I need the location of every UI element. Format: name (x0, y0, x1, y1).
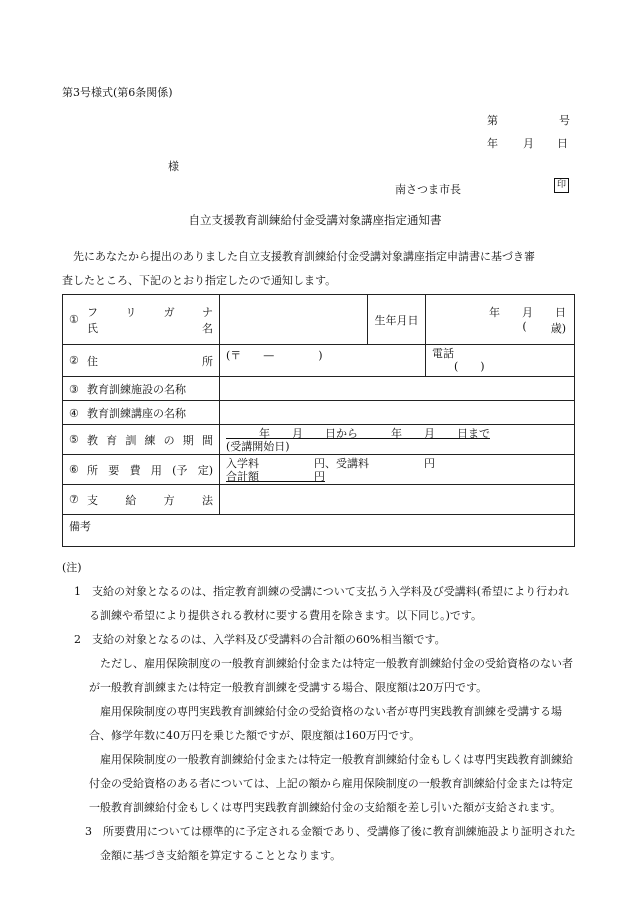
issuer-name: 南さつま市長 (395, 183, 461, 196)
date-month: 月 (523, 137, 534, 150)
label-char: 住 (87, 354, 98, 368)
label-course (63, 401, 220, 425)
row-number: ⑦ (69, 493, 79, 506)
label-char: リ (125, 305, 137, 319)
date-day: 日 (557, 137, 568, 150)
payment-field[interactable] (220, 485, 575, 515)
note-item-2-para-b: 雇用保険制度の専門実践教育訓練給付金の受給資格のない者が専門実践教育訓練を受講する場合、修学年数に40万円を乗じた額ですが、限度額は160万円です。 (89, 705, 562, 742)
address-field[interactable]: (〒 — ) (220, 345, 426, 377)
form-number: 第3号様式(第6条関係) (62, 86, 173, 99)
row-number: ③ (69, 382, 79, 396)
intro-text (62, 245, 572, 293)
label-cost (63, 455, 220, 485)
period-start-note: (受講開始日) (226, 439, 290, 453)
label-char: 期 (182, 433, 194, 447)
row-name (63, 295, 575, 345)
period-range: 年 月 日から 年 月 日まで (226, 426, 490, 440)
label-char: 名 (202, 321, 213, 335)
label-payment (63, 485, 220, 515)
name-field[interactable] (220, 295, 368, 345)
day-label: 日 (555, 305, 566, 319)
label-period (63, 425, 220, 455)
remarks-field[interactable] (63, 515, 575, 547)
period-field[interactable] (220, 425, 575, 455)
label-char: 用 (150, 463, 162, 477)
document-title: 自立支援教育訓練給付金受講対象講座指定通知書 (188, 213, 442, 227)
cost-fees: 入学料 円、受講料 円 (226, 456, 435, 470)
label-char: フ (87, 305, 98, 319)
label-facility (63, 377, 220, 401)
row-period (63, 425, 575, 455)
label-char: 法 (201, 493, 213, 507)
row-number: ⑤ (69, 433, 79, 446)
intro-line-2: 査したところ、下記のとおり指定したので通知します。 (62, 274, 337, 287)
label-name (63, 295, 220, 345)
label-char: 教 (87, 433, 98, 447)
age-close: 歳) (550, 321, 566, 335)
birthdate-label: 生年月日 (368, 295, 426, 345)
cost-field[interactable] (220, 455, 575, 485)
phone-parens: ( ) (454, 360, 485, 373)
note-item-3: 3 所要費用については標準的に予定される金額であり、受講修了後に教育訓練施設より証明された金額に基づき支給額を算定することとなります。 (85, 825, 576, 862)
intro-line-1: 先にあなたから提出のありました自立支援教育訓練給付金受講対象講座指定申請書に基づき審 (73, 250, 535, 263)
label-char: (予 (172, 463, 188, 477)
note-item-2: 2 支給の対象となるのは、入学料及び受講料の合計額の60%相当額です。 (74, 633, 446, 646)
month-label: 月 (522, 305, 533, 319)
label-char: 氏 (87, 321, 98, 335)
note-item-1: 1 支給の対象となるのは、指定教育訓練の受講について支払う入学料及び受講料(希望により行われる訓練や希望により提供される教材に要する費用を除きます。以下同じ。)です。 (74, 585, 570, 622)
row-number: ⑥ (69, 463, 79, 476)
row-number: ④ (69, 406, 79, 420)
notes-section (62, 556, 577, 868)
label-char: 所 (87, 463, 98, 477)
label-char: 練 (144, 433, 156, 447)
date-year: 年 (487, 137, 498, 150)
row-cost (63, 455, 575, 485)
number-prefix: 第 (487, 114, 498, 127)
row-facility (63, 377, 575, 401)
course-field[interactable] (220, 401, 575, 425)
age-parens (432, 320, 568, 336)
label-char: 費 (129, 463, 141, 477)
row-remarks (63, 515, 575, 547)
phone-label: 電話 (432, 347, 454, 360)
birthdate-field[interactable] (426, 295, 575, 345)
year-label: 年 (489, 305, 500, 319)
label-char: 方 (163, 493, 175, 507)
age-open: ( (522, 319, 527, 333)
label-char: 育 (106, 433, 118, 447)
course-label: 教育訓練講座の名称 (87, 406, 186, 420)
note-item-2-para-a: ただし、雇用保険制度の一般教育訓練給付金または特定一般教育訓練給付金の受給資格のない者が一般教育訓練または特定一般教育訓練を受講する場合、限度額は20万円です。 (89, 657, 573, 694)
facility-label: 教育訓練施設の名称 (87, 382, 186, 396)
label-char: ナ (201, 305, 213, 319)
addressee-suffix: 様 (168, 160, 179, 173)
furigana-label (87, 304, 213, 320)
row-payment (63, 485, 575, 515)
label-char: 定) (197, 463, 213, 477)
remarks-label: 備考 (69, 520, 91, 533)
cost-total: 合計額 円 (226, 469, 325, 483)
designation-table (62, 294, 575, 547)
seal-box: 印 (554, 178, 569, 193)
notes-heading: (注) (62, 561, 82, 574)
label-char: 要 (108, 463, 120, 477)
label-char: 間 (201, 433, 213, 447)
note-item-2-para-c: 雇用保険制度の一般教育訓練給付金または特定一般教育訓練給付金もしくは専門実践教育訓練給付金の受給資格のある者については、上記の額から雇用保険制度の一般教育訓練給付金または特定一般教育訓練給付金もしくは専門実践教育訓練給付金の支給額を差し引いた額が支給されます。 (89, 753, 573, 814)
birthdate-ymd (432, 304, 568, 320)
row-number: ① (69, 313, 79, 326)
label-char: 給 (125, 493, 137, 507)
facility-field[interactable] (220, 377, 575, 401)
label-char: 訓 (125, 433, 137, 447)
phone-field[interactable] (426, 345, 575, 377)
number-suffix: 号 (559, 114, 570, 127)
row-number: ② (69, 354, 79, 367)
label-address (63, 345, 220, 377)
row-course (63, 401, 575, 425)
label-char: の (163, 433, 175, 447)
label-char: 支 (87, 493, 98, 507)
name-label (87, 320, 213, 336)
label-char: ガ (163, 305, 175, 319)
label-char: 所 (202, 354, 213, 368)
row-address (63, 345, 575, 377)
